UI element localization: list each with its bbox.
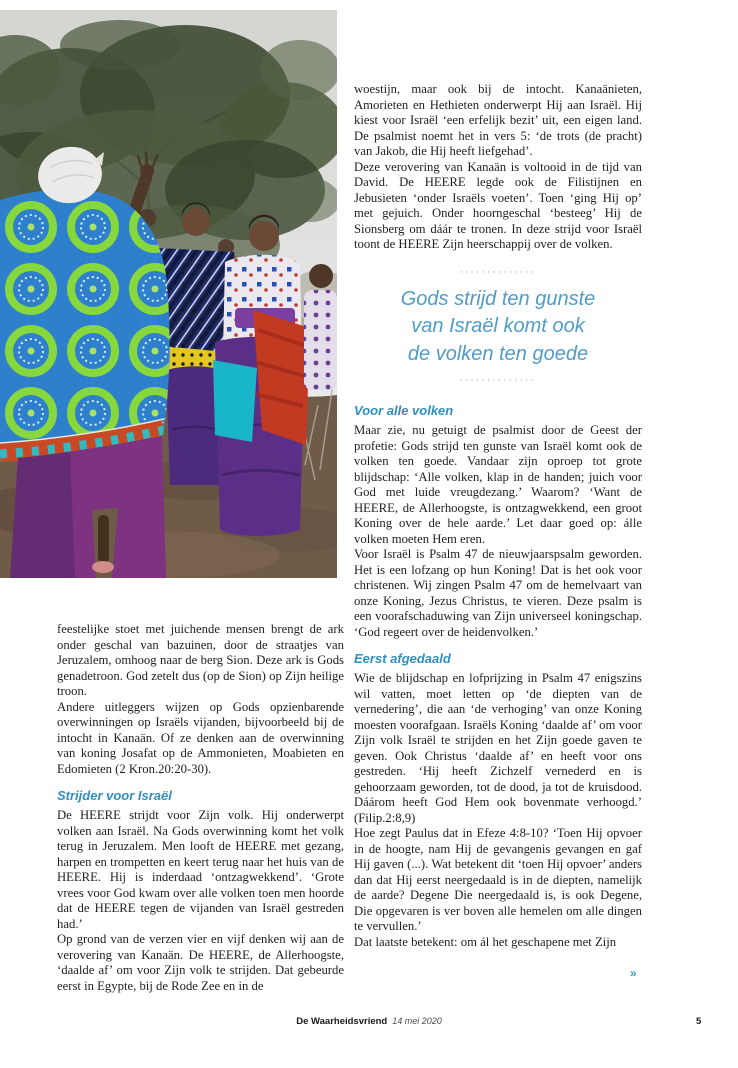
body-paragraph: De HEERE strijdt voor Zijn volk. Hij onderwerpt volken aan Israël. Na Gods overwinning komt het volk terug in Jeruzalem. Men looft de HEERE met gezang, harpen en trompetten en keert terug naar het huis van de HEERE. Hij is inderdaad ‘ontzagwekkend’. ‘Grote vrees voor God kwam over alle volken toen men hoorde dat de HEERE tegen de vijanden van Israël gestreden had.’ (57, 808, 344, 931)
body-paragraph: Andere uitleggers wijzen op Gods opzienbarende overwinningen op Israëls vijanden, bijvoorbeeld bij de intocht in Kanaän. Of ze denken aan de overwinning van koning Josafat op de Ammonieten, Moabieten en Edomieten (2 Kron.20:20-30). (57, 699, 344, 776)
right-woman (213, 215, 310, 536)
left-column (57, 622, 344, 994)
pull-quote-line: de volken ten goede (407, 342, 589, 365)
right-column (354, 82, 642, 950)
body-paragraph: Hoe zegt Paulus dat in Efeze 4:8-10? ‘Toen Hij opvoer in de hoogte, nam Hij de gevangenis gevangen en gaf Hij gaven (...). Wat betekent dit ‘toen Hij opvoer’ anders dan dat Hij eerst neergedaald is in de diepten, namelijk de aarde? Degene Die neergedaald is, is ook Degene, Die opgevaren is ver boven alle hemelen om alle dingen te vervullen.’ (354, 826, 642, 933)
pull-quote-line: Gods strijd ten gunste (400, 287, 596, 310)
page-number: 5 (696, 1016, 702, 1027)
pull-quote-text (354, 286, 642, 369)
photo-illustration (0, 10, 337, 578)
body-paragraph: Voor Israël is Psalm 47 de nieuwjaarspsalm geworden. Het is een lofzang op hun Koning! Dat is het ook voor christenen. Wij zingen Psalm 47 om de hemelvaart van onze Koning, Jezus Christus, te vieren. Deze psalm is een voorafschaduwing van Zijn universeel koningschap. ‘God regeert over de heidenvolken.’ (354, 547, 642, 639)
body-paragraph: woestijn, maar ook bij de intocht. Kanaänieten, Amorieten en Hethieten onderwerpt Hij aan Israël. Hij kiest voor Israël ‘een erfelijk bezit’ uit, een eigen land. De psalmist noemt het in vers 5: ‘de trots (de pracht) van Jakob, die Hij heeft liefgehad’. (354, 82, 642, 158)
quote-dots-bottom: ·············· (459, 376, 537, 386)
section-heading-eerst-afgedaald: Eerst afgedaald (354, 651, 451, 666)
continuation-arrow-mark: » (630, 966, 637, 980)
body-paragraph: Dat laatste betekent: om ál het geschapene met Zijn (354, 934, 617, 949)
body-paragraph: Op grond van de verzen vier en vijf denken wij aan de verovering van Kanaän. De HEERE, de Allerhoogste, ‘daalde af’ om voor Zijn volk te strijden. Dat gebeurde eerst in Egypte, bij de Rode Zee en in de (57, 932, 344, 993)
page-footer (0, 1016, 738, 1027)
issue-date: 14 mei 2020 (392, 1016, 442, 1026)
article-photo (0, 10, 337, 578)
body-paragraph: Wie de blijdschap en lofprijzing in Psalm 47 enigszins wil vatten, moet letten op ‘de diepten van de vernedering’, die aan ‘de verhoging’ van onze Koning moesten voorafgaan. Israëls Koning ‘daalde af’ om voor Zijn volk Israël te strijden en het Zijn goede gaven te geven. Ook Christus ‘daalde af’ en heeft voor ons gestreden. ‘Hij heeft Zichzelf vernederd en is gehoorzaam geworden, tot de dood, ja tot de kruisdood. Dáárom heeft God Hem ook bovenmate verhoogd.’ (Filip.2:8,9) (354, 671, 642, 825)
pull-quote-line: van Israël komt ook (411, 315, 585, 337)
body-paragraph: Maar zie, nu getuigt de psalmist door de Geest der profetie: Gods strijd ten gunste van Israël komt ook de volken ten goede. Vandaar zijn oproep tot grote blijdschap: ‘Alle volken, klap in de handen; juich voor God met luide vreugdezang.’ Waarom? ‘Want de HEERE, de Allerhoogste, is ontzagwekkend, een groot Koning over de hele aarde.’ Let daar goed op: álle volken moeten Hem eren. (354, 423, 642, 546)
body-paragraph: Deze verovering van Kanaän is voltooid in de tijd van David. De HEERE legde ook de Filistijnen en Jebusieten ‘onder Israëls voeten’. Toen ‘ging Hij op’ met gejuich. Onder hoorngeschal ‘besteeg’ Hij de Sionsberg om dáár te tronen. In deze strijd voor Israël toont de HEERE Zijn heerschappij over de volken. (354, 159, 642, 251)
quote-dots-top: ·············· (459, 267, 537, 278)
body-paragraph: feestelijke stoet met juichende mensen brengt de ark onder geschal van bazuinen, door de straatjes van Jeruzalem, omhoog naar de berg Sion. Deze ark is Gods genadetroon. God zetelt dus (op de Sion) op Zijn heilige troon. (57, 622, 344, 698)
section-heading-voor-alle-volken: Voor alle volken (354, 403, 454, 418)
magazine-title: De Waarheidsvriend (296, 1016, 388, 1027)
section-heading-strijder-voor-israel: Strijder voor Israël (57, 788, 172, 803)
pull-quote (354, 267, 642, 388)
